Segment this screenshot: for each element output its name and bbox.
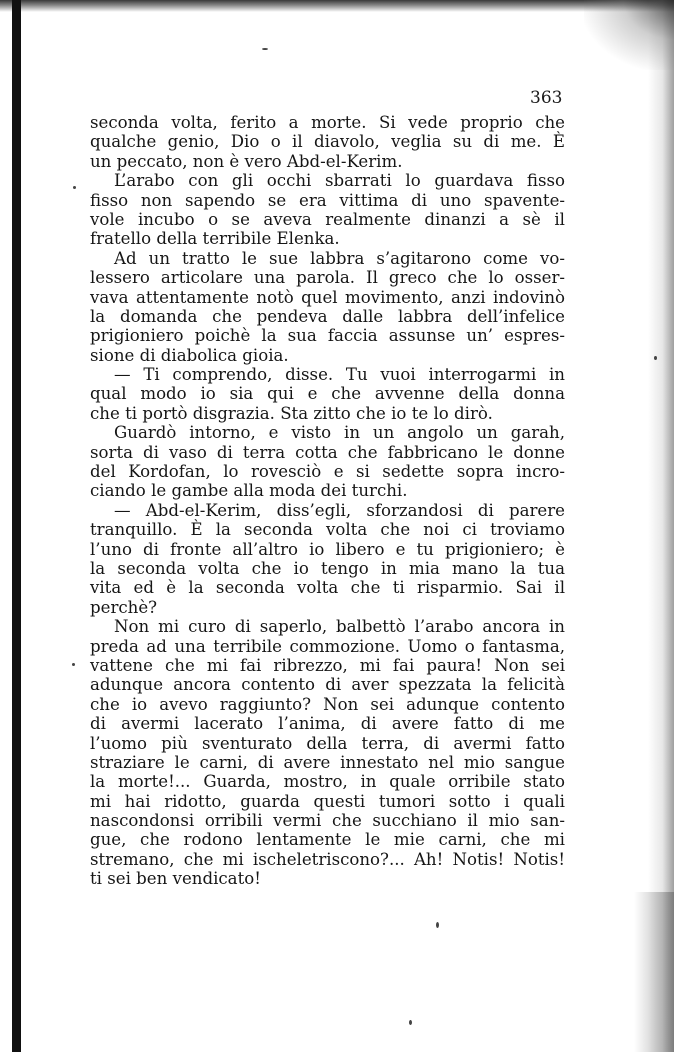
text-line: ti sei ben vendicato! xyxy=(90,869,261,889)
text-line: preda ad una terribile commozione. Uomo o fantasma, xyxy=(90,636,565,656)
text-line: Non mi curo di saperlo, balbettò l’arabo ancora in xyxy=(114,617,565,637)
text-line: del Kordofan, lo rovesciò e si sedette sopra incro- xyxy=(90,462,565,482)
text-line: fisso non sapendo se era vittima di uno spavente- xyxy=(90,190,565,210)
text-line: vattene che mi fai ribrezzo, mi fai paura! Non sei xyxy=(90,655,565,675)
text-line: ciando le gambe alla moda dei turchi. xyxy=(90,481,408,501)
text-line: stremano, che mi ischeletriscono?... Ah! Notis! Notis! xyxy=(90,849,565,869)
page-number: 363 xyxy=(530,88,563,108)
text-line: un peccato, non è vero Abd-el-Kerim. xyxy=(90,151,403,171)
text-line: perchè? xyxy=(90,597,158,617)
text-line: vita ed è la seconda volta che ti risparmio. Sai il xyxy=(90,578,565,598)
scan-top-edge xyxy=(0,0,674,12)
text-line: vole incubo o se aveva realmente dinanzi a sè il xyxy=(90,209,565,229)
scan-speck xyxy=(436,922,439,928)
text-line: la seconda volta che io tengo in mia mano la tua xyxy=(90,558,565,578)
body-text xyxy=(90,113,565,889)
text-line: straziare le carni, di avere innestato nel mio sangue xyxy=(90,752,565,772)
scan-bottom-noise xyxy=(634,892,674,1052)
text-line: lessero articolare una parola. Il greco che lo osser- xyxy=(90,268,565,288)
text-line: sorta di vaso di terra cotta che fabbricano le donne xyxy=(90,442,565,462)
text-line: l’uomo più sventurato della terra, di avermi fatto xyxy=(90,733,565,753)
text-line: di avermi lacerato l’anima, di avere fatto di me xyxy=(90,714,565,734)
text-line: Ad un tratto le sue labbra s’agitarono come vo- xyxy=(114,248,565,268)
text-line: vava attentamente notò quel movimento, anzi indovinò xyxy=(90,287,565,307)
text-line: che io avevo raggiunto? Non sei adunque contento xyxy=(90,694,565,714)
scan-speck xyxy=(262,48,268,50)
text-line: qualche genio, Dio o il diavolo, veglia su di me. È xyxy=(90,132,565,152)
text-line: sione di diabolica gioia. xyxy=(90,345,289,365)
text-line: Guardò intorno, e visto in un angolo un garah, xyxy=(114,423,565,443)
text-line: seconda volta, ferito a morte. Si vede proprio che xyxy=(90,113,565,132)
scan-speck xyxy=(654,356,657,360)
text-line: gue, che rodono lentamente le mie carni, che mi xyxy=(90,830,565,850)
scan-corner-noise xyxy=(584,0,674,70)
text-line: qual modo io sia qui e che avvenne della donna xyxy=(90,384,565,404)
text-line: tranquillo. È la seconda volta che noi ci troviamo xyxy=(90,520,565,540)
text-line: nascondonsi orribili vermi che succhiano il mio san- xyxy=(90,811,565,831)
text-line: l’uno di fronte all’altro io libero e tu prigioniero; è xyxy=(90,539,565,559)
text-line: che ti portò disgrazia. Sta zitto che io te lo dirò. xyxy=(90,403,493,423)
text-line: — Abd-el-Kerim, diss’egli, sforzandosi di parere xyxy=(114,500,565,520)
text-line: la morte!... Guarda, mostro, in quale orribile stato xyxy=(90,772,565,792)
scan-speck xyxy=(409,1020,412,1025)
text-line: fratello della terribile Elenka. xyxy=(90,229,340,249)
text-line: mi hai ridotto, guarda questi tumori sotto i quali xyxy=(90,791,565,811)
scan-left-margin-shadow xyxy=(12,0,21,1052)
scan-speck xyxy=(72,663,75,666)
text-line: la domanda che pendeva dalle labbra dell’infelice xyxy=(90,306,565,326)
scan-speck xyxy=(73,186,76,189)
text-line: — Ti comprendo, disse. Tu vuoi interrogarmi in xyxy=(114,365,565,385)
text-line: prigioniero poichè la sua faccia assunse un’ espres- xyxy=(90,326,565,346)
text-line: adunque ancora contento di aver spezzata la felicità xyxy=(90,675,565,695)
text-line: L’arabo con gli occhi sbarrati lo guardava fisso xyxy=(114,171,565,191)
